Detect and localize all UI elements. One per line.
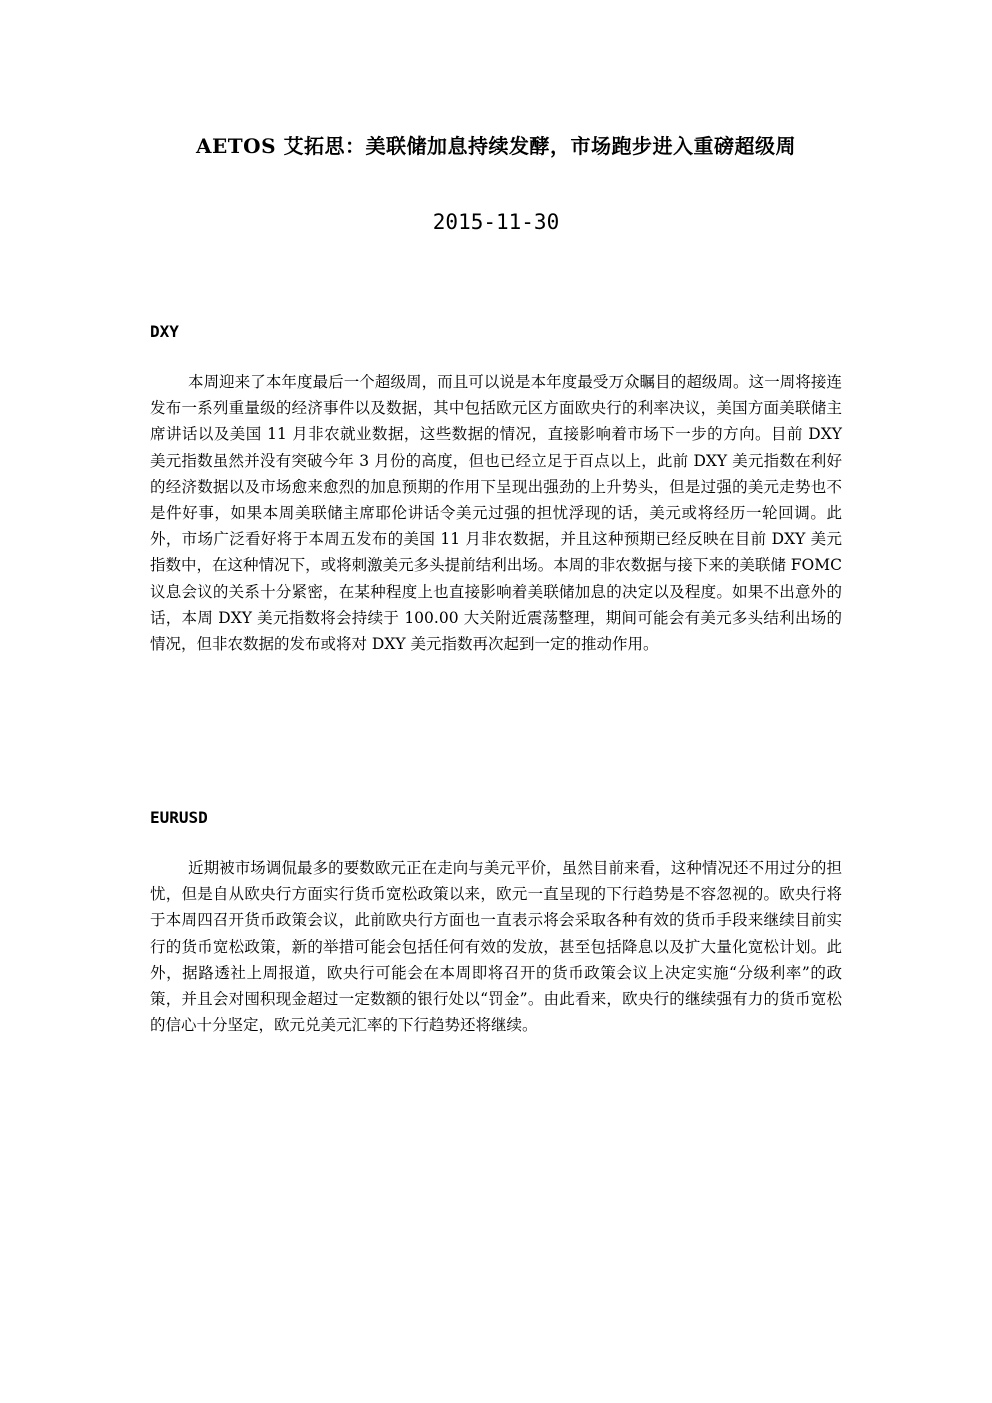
document-date: 2015-11-30 [432,210,560,234]
section-heading-dxy: DXY [150,322,179,341]
section-heading-eurusd: EURUSD [150,808,208,827]
document-title: AETOS 艾拓思：美联储加息持续发酵，市场跑步进入重磅超级周 [196,134,796,158]
section-body-dxy: 本周迎来了本年度最后一个超级周，而且可以说是本年度最受万众瞩目的超级周。这一周将接连发布一系列重量级的经济事件以及数据，其中包括欧元区方面欧央行的利率决议，美国方面美联储主席讲话以及美国 11 月非农就业数据，这些数据的情况，直接影响着市场下一步的方向。目前 DXY 美元指数虽然并没有突破今年 3 月份的高度，但也已经立足于百点以上，此前 DXY 美元指数在利好的经济数据以及市场愈来愈烈的加息预期的作用下呈现出强劲的上升势头，但是过强的美元走势也不是件好事，如果本周美联储主席耶伦讲话令美元过强的担忧浮现的话，美元或将经历一轮回调。此外，市场广泛看好将于本周五发布的美国 11 月非农数据，并且这种预期已经反映在目前 DXY 美元指数中，在这种情况下，或将刺激美元多头提前结利出场。本周的非农数据与接下来的美联储 FOMC 议息会议的关系十分紧密，在某种程度上也直接影响着美联储加息的决定以及程度。如果不出意外的话，本周 DXY 美元指数将会持续于 100.00 大关附近震荡整理，期间可能会有美元多头结利出场的情况，但非农数据的发布或将对 DXY 美元指数再次起到一定的推动作用。 [150,373,842,654]
section-body-eurusd: 近期被市场调侃最多的要数欧元正在走向与美元平价，虽然目前来看，这种情况还不用过分的担忧，但是自从欧央行方面实行货币宽松政策以来，欧元一直呈现的下行趋势是不容忽视的。欧央行将于本周四召开货币政策会议，此前欧央行方面也一直表示将会采取各种有效的货币手段来继续目前实行的货币宽松政策，新的举措可能会包括任何有效的发放，甚至包括降息以及扩大量化宽松计划。此外，据路透社上周报道，欧央行可能会在本周即将召开的货币政策会议上决定实施“分级利率”的政策，并且会对囤积现金超过一定数额的银行处以“罚金”。由此看来，欧央行的继续强有力的货币宽松的信心十分坚定，欧元兑美元汇率的下行趋势还将继续。 [150,859,842,1035]
